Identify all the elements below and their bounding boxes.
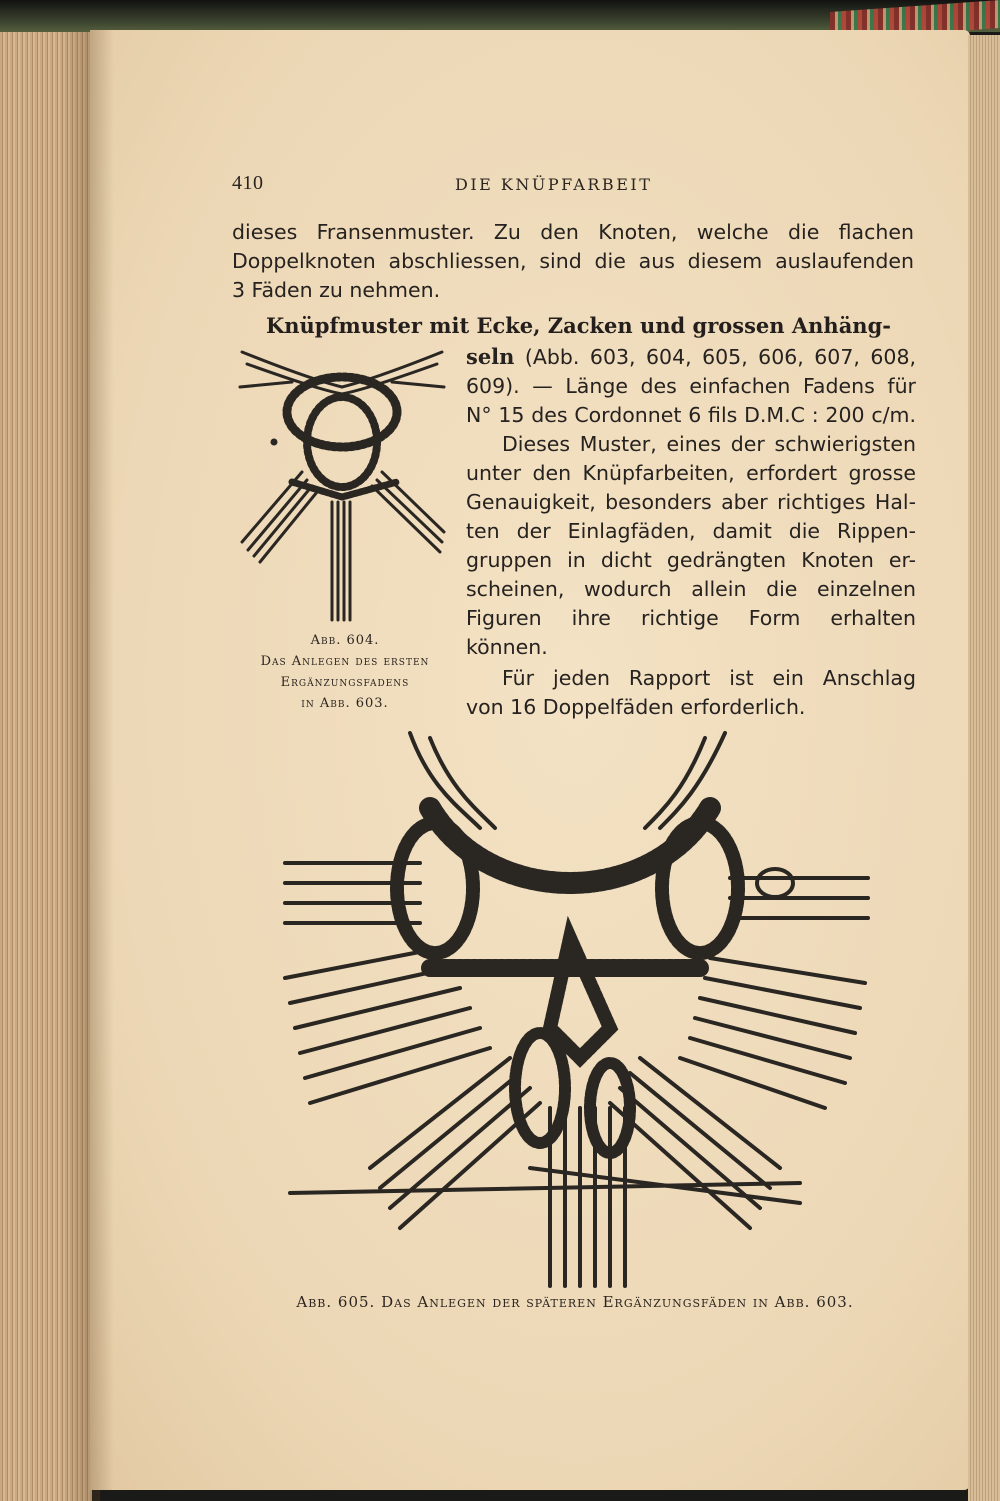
- section-line: von 16 Doppelfäden erforderlich.: [466, 695, 806, 719]
- figure-604-caption: [230, 630, 460, 714]
- section-text: [466, 342, 916, 722]
- section-line: Dieses Muster, eines der schwierigsten: [502, 432, 916, 456]
- figure-605-illustration: [280, 728, 880, 1288]
- page-gutter: [90, 30, 114, 1490]
- section-line: unter den Knüpfarbeiten, erfordert grosse: [466, 461, 916, 485]
- section-line: 609). — Länge des einfachen Fadens für: [466, 374, 916, 398]
- heading-continuation: seln: [466, 344, 515, 369]
- section-line: Für jeden Rapport ist ein Anschlag: [502, 666, 916, 690]
- caption-line: Ergänzungsfadens: [280, 675, 410, 690]
- section-line-first: seln (Abb. 603, 604, 605, 606, 607, 608,: [466, 344, 916, 369]
- caption-line: Das Anlegen des ersten: [260, 654, 430, 669]
- intro-line: dieses Fransenmuster. Zu den Knoten, welche die flachen: [232, 220, 914, 244]
- section-line: ten der Einlagfäden, damit die Rippen-: [466, 519, 916, 543]
- section-line: Genauigkeit, besonders aber richtiges Hal-: [466, 490, 916, 514]
- page-number: 410: [232, 172, 264, 194]
- section-heading: Knüpfmuster mit Ecke, Zacken und grossen Anhäng-: [266, 313, 891, 338]
- section-line: können.: [466, 635, 548, 659]
- running-head: DIE KNÜPFARBEIT: [455, 175, 653, 194]
- section-line: gruppen in dicht gedrängten Knoten er-: [466, 548, 916, 572]
- section-line: scheinen, wodurch allein die einzelnen: [466, 577, 916, 601]
- caption-line: in Abb. 603.: [301, 696, 389, 711]
- intro-line: Doppelknoten abschliessen, sind die aus diesem auslaufenden: [232, 249, 914, 273]
- figure-604-illustration: [232, 342, 452, 627]
- figure-605-caption: Abb. 605. Das Anlegen der späteren Ergänzungsfäden in Abb. 603.: [296, 1293, 854, 1311]
- intro-line: 3 Fäden zu nehmen.: [232, 278, 441, 302]
- caption-line: Abb. 604.: [310, 633, 380, 648]
- right-page-stack: [968, 35, 1000, 1501]
- intro-paragraph: [232, 218, 914, 305]
- section-line: Figuren ihre richtige Form erhalten: [466, 606, 916, 630]
- section-line: N° 15 des Cordonnet 6 fils D.M.C : 200 c/m.: [466, 403, 916, 427]
